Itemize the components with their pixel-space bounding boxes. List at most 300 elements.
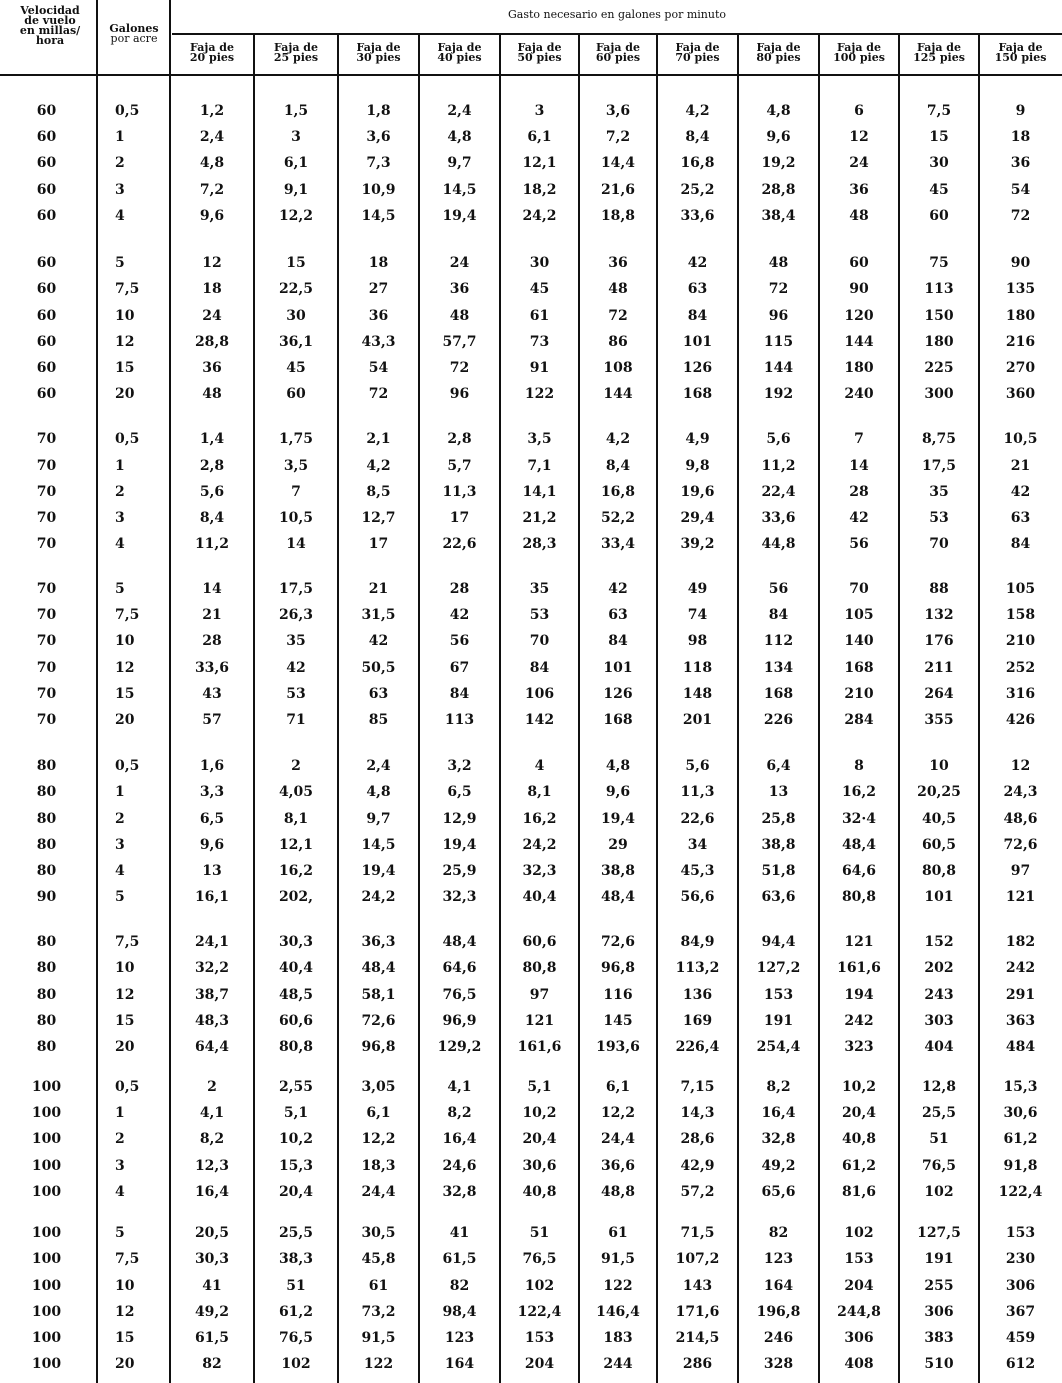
swath-header-line: 125 pies [913,51,965,64]
rate-cell: 230 [1005,1251,1036,1267]
speed-cell: 100 [31,1330,62,1346]
rate-cell: 171,6 [675,1304,720,1320]
speed-cell: 60 [36,182,57,198]
rate-cell: 35 [286,633,306,649]
rate-cell: 15 [929,129,949,145]
rate-cell: 91,5 [600,1251,636,1267]
rate-cell: 76,5 [522,1251,557,1267]
gallons-cell: 3 [115,182,125,198]
gallons-cell: 7,5 [115,281,140,297]
rate-cell: 48,4 [600,889,636,905]
rate-cell: 120 [844,308,874,324]
rate-cell: 112 [763,633,794,649]
rate-cell: 84 [529,660,550,676]
speed-header-line: Velocidad [20,4,80,17]
speed-cell: 70 [36,484,57,500]
rate-cell: 42 [849,510,869,526]
gallons-cell: 5 [115,889,125,905]
rate-cell: 126 [603,686,633,702]
rate-cell: 16,4 [194,1184,230,1200]
rate-cell: 71 [286,712,306,728]
rate-cell: 1,6 [199,758,225,774]
gallons-cell: 12 [115,660,135,676]
speed-cell: 100 [31,1278,62,1294]
rate-cell: 72,6 [361,1013,396,1029]
rate-cell: 33,4 [600,536,636,552]
rate-cell: 113 [444,712,475,728]
rate-cell: 9,7 [366,811,391,827]
rate-cell: 38,8 [761,837,796,853]
gallons-cell: 1 [115,129,125,145]
rate-cell: 82 [202,1356,222,1372]
rate-cell: 43 [202,686,222,702]
gallons-cell: 12 [115,1304,135,1320]
rate-cell: 196,8 [756,1304,801,1320]
rate-cell: 24,6 [442,1158,477,1174]
rate-cell: 7,15 [680,1079,715,1095]
rate-cell: 48 [449,308,470,324]
rate-cell: 45,3 [680,863,715,879]
rate-cell: 43,3 [361,334,396,350]
rate-cell: 1,8 [366,103,391,119]
rate-cell: 21,6 [600,182,636,198]
rate-cell: 4,1 [199,1105,225,1121]
rate-cell: 40,8 [841,1131,877,1147]
rate-cell: 244 [603,1356,633,1372]
rate-cell: 102 [524,1278,555,1294]
rate-cell: 16,8 [680,155,715,171]
rate-cell: 2,4 [199,129,225,145]
rate-cell: 8,1 [527,784,552,800]
speed-cell: 100 [31,1356,62,1372]
rate-cell: 4,1 [447,1079,472,1095]
rate-cell: 25,5 [921,1105,957,1121]
gallons-cell: 0,5 [115,431,140,447]
rate-cell: 20,5 [194,1225,230,1241]
swath-header-line: Faja de [756,41,801,54]
gallons-cell: 15 [115,360,135,376]
column-rule [898,33,900,1383]
rate-cell: 48,4 [442,934,477,950]
rate-cell: 16,2 [841,784,877,800]
rate-cell: 191 [763,1013,794,1029]
rate-cell: 11,2 [194,536,230,552]
swath-header-line: Faja de [437,41,482,54]
rate-cell: 7 [854,431,864,447]
rate-cell: 127,2 [756,960,801,976]
rate-cell: 14 [849,458,869,474]
rate-cell: 56 [449,633,470,649]
rate-cell: 35 [529,581,550,597]
rate-cell: 10,2 [841,1079,877,1095]
swath-header-line: Faja de [190,41,234,54]
speed-cell: 60 [36,208,57,224]
rate-cell: 73,2 [361,1304,396,1320]
rate-cell: 144 [844,334,874,350]
rate-cell: 44,8 [761,536,796,552]
gallons-cell: 3 [115,1158,125,1174]
rate-cell: 14,4 [600,155,636,171]
rate-cell: 24 [449,255,470,271]
rate-cell: 38,4 [761,208,796,224]
rate-cell: 53 [929,510,949,526]
rate-cell: 40,5 [921,811,957,827]
rate-cell: 30 [929,155,949,171]
rate-cell: 84,9 [680,934,715,950]
rate-cell: 360 [1005,386,1036,402]
swath-header [819,43,899,63]
rate-cell: 36 [449,281,470,297]
rate-cell: 459 [1005,1330,1036,1346]
gallons-header-line: Galones [109,22,159,35]
speed-cell: 60 [36,129,57,145]
rate-cell: 30 [529,255,550,271]
rate-cell: 84 [1010,536,1031,552]
rate-cell: 88 [929,581,949,597]
speed-cell: 70 [36,510,57,526]
rate-cell: 56,6 [680,889,715,905]
rate-cell: 153 [524,1330,555,1346]
gallons-cell: 4 [115,863,125,879]
rate-cell: 48 [768,255,789,271]
rate-cell: 12,8 [921,1079,957,1095]
rate-cell: 210 [1005,633,1036,649]
rate-cell: 153 [763,987,794,1003]
rate-cell: 28 [202,633,222,649]
gallons-cell: 10 [115,308,135,324]
rate-cell: 2 [291,758,301,774]
rate-cell: 64,4 [194,1039,230,1055]
rate-cell: 4,8 [366,784,391,800]
rate-cell: 180 [924,334,954,350]
rate-cell: 6,1 [366,1105,391,1121]
rate-cell: 323 [844,1039,874,1055]
swath-header [738,43,819,63]
rate-cell: 115 [763,334,794,350]
rate-cell: 26,3 [278,607,314,623]
rate-cell: 6,5 [199,811,225,827]
rate-cell: 2,4 [366,758,391,774]
rate-cell: 18,2 [522,182,557,198]
rate-cell: 12,9 [442,811,477,827]
rate-cell: 107,2 [675,1251,720,1267]
rate-cell: 96,8 [600,960,636,976]
rate-cell: 28,6 [680,1131,715,1147]
rate-cell: 2,4 [447,103,472,119]
column-rule [253,33,255,1383]
rate-cell: 164 [444,1356,475,1372]
rate-cell: 97 [1010,863,1031,879]
rate-cell: 91 [529,360,550,376]
rate-cell: 42 [286,660,306,676]
rate-cell: 8,75 [921,431,957,447]
gallons-cell: 3 [115,510,125,526]
rate-cell: 22,4 [761,484,796,500]
rate-cell: 30 [286,308,306,324]
rate-cell: 15,3 [278,1158,314,1174]
speed-cell: 70 [36,536,57,552]
rate-cell: 56 [849,536,869,552]
rate-cell: 226,4 [675,1039,720,1055]
speed-cell: 60 [36,155,57,171]
swath-header [500,43,579,63]
rate-cell: 6,5 [447,784,472,800]
rate-cell: 61,5 [194,1330,230,1346]
swath-header [254,43,338,63]
header-rule [172,33,1062,35]
rate-cell: 63 [368,686,389,702]
rate-cell: 40,4 [522,889,557,905]
rate-cell: 126 [682,360,713,376]
rate-cell: 8,4 [685,129,710,145]
rate-cell: 4,2 [366,458,391,474]
rate-cell: 6 [854,103,864,119]
rate-cell: 2,1 [366,431,391,447]
rate-cell: 9,6 [766,129,791,145]
rate-cell: 243 [924,987,954,1003]
gallons-cell: 10 [115,633,135,649]
rate-cell: 24 [202,308,222,324]
rate-cell: 18 [368,255,389,271]
rate-cell: 18 [202,281,222,297]
rate-cell: 13 [202,863,222,879]
rate-cell: 144 [763,360,794,376]
speed-cell: 60 [36,386,57,402]
rate-cell: 108 [603,360,633,376]
rate-cell: 4 [534,758,545,774]
speed-cell: 70 [36,581,57,597]
rate-cell: 81,6 [841,1184,877,1200]
rate-cell: 19,4 [442,208,477,224]
rate-cell: 180 [844,360,874,376]
rate-cell: 148 [682,686,713,702]
rate-cell: 41 [449,1225,470,1241]
rate-cell: 21 [368,581,389,597]
rate-cell: 36,6 [600,1158,636,1174]
rate-cell: 2,8 [199,458,225,474]
rate-cell: 48 [849,208,869,224]
rate-cell: 408 [844,1356,874,1372]
swath-header-line: 40 pies [437,51,482,64]
gallons-cell: 15 [115,1013,135,1029]
rate-cell: 142 [524,712,555,728]
gallons-cell: 12 [115,334,135,350]
rate-cell: 36 [368,308,389,324]
rate-cell: 36,1 [278,334,314,350]
rate-cell: 80,8 [278,1039,314,1055]
rate-cell: 24,3 [1003,784,1038,800]
rate-cell: 143 [682,1278,713,1294]
rate-cell: 193,6 [596,1039,640,1055]
rate-cell: 33,6 [761,510,796,526]
rate-cell: 39,2 [680,536,715,552]
rate-cell: 19,2 [761,155,796,171]
rate-cell: 54 [1010,182,1031,198]
rate-cell: 42 [368,633,389,649]
rate-cell: 24,2 [522,837,557,853]
rate-cell: 21 [1010,458,1031,474]
gallons-cell: 10 [115,960,135,976]
rate-cell: 56 [768,581,789,597]
rate-cell: 136 [682,987,713,1003]
rate-cell: 14,5 [361,208,396,224]
rate-cell: 91,5 [361,1330,396,1346]
rate-cell: 40,4 [278,960,314,976]
swath-header-line: 60 pies [595,51,641,64]
rate-cell: 122 [524,386,555,402]
rate-cell: 64,6 [442,960,477,976]
rate-cell: 3,3 [199,784,225,800]
column-rule [499,33,501,1383]
rate-cell: 21 [202,607,222,623]
swath-header-line: 150 pies [994,51,1047,64]
gallons-cell: 2 [115,484,125,500]
rate-cell: 7,1 [527,458,552,474]
rate-cell: 102 [844,1225,874,1241]
speed-cell: 80 [36,1039,57,1055]
rate-cell: 38,8 [600,863,636,879]
rate-cell: 246 [763,1330,794,1346]
rate-cell: 10,5 [278,510,314,526]
rate-cell: 28,3 [522,536,557,552]
rate-cell: 20,4 [278,1184,314,1200]
rate-cell: 113,2 [675,960,720,976]
rate-cell: 16,2 [522,811,557,827]
speed-cell: 100 [31,1304,62,1320]
rate-cell: 1,2 [199,103,225,119]
gallons-cell: 12 [115,987,135,1003]
rate-cell: 12,1 [522,155,557,171]
swath-header-line: 50 pies [517,51,562,64]
rate-cell: 18,3 [361,1158,396,1174]
rate-cell: 25,5 [278,1225,314,1241]
rate-cell: 57,7 [442,334,477,350]
rate-cell: 9,6 [199,837,225,853]
rate-cell: 61 [608,1225,628,1241]
rate-cell: 86 [608,334,628,350]
header-rule [0,74,1062,76]
rate-cell: 255 [924,1278,954,1294]
rate-cell: 484 [1005,1039,1036,1055]
rate-cell: 22,6 [442,536,477,552]
speed-cell: 80 [36,1013,57,1029]
speed-cell: 70 [36,607,57,623]
gallons-header-line: por acre [110,32,158,45]
gallons-cell: 1 [115,784,125,800]
rate-cell: 8,5 [366,484,391,500]
rate-cell: 4,8 [766,103,791,119]
rate-cell: 306 [844,1330,874,1346]
speed-cell: 100 [31,1131,62,1147]
rate-cell: 28 [449,581,470,597]
rate-cell: 12 [849,129,869,145]
rate-cell: 134 [763,660,794,676]
rate-cell: 10,5 [1003,431,1038,447]
rate-cell: 5,1 [283,1105,309,1121]
rate-cell: 5,7 [447,458,472,474]
rate-cell: 2 [207,1079,217,1095]
rate-cell: 19,4 [600,811,636,827]
rate-cell: 51,8 [761,863,796,879]
speed-cell: 80 [36,863,57,879]
speed-cell: 80 [36,784,57,800]
swath-header [979,43,1062,63]
swath-header [170,43,254,63]
rate-cell: 101 [924,889,954,905]
rate-cell: 41 [202,1278,222,1294]
rate-cell: 3,5 [283,458,309,474]
swath-header-line: Faja de [274,41,318,54]
rate-cell: 144 [603,386,633,402]
speed-cell: 70 [36,633,57,649]
rate-cell: 12,2 [278,208,314,224]
rate-cell: 30,5 [361,1225,396,1241]
rate-cell: 60 [929,208,949,224]
rate-cell: 1,4 [199,431,225,447]
rate-cell: 84 [768,607,789,623]
column-rule [578,33,580,1383]
gallons-cell: 7,5 [115,934,140,950]
rate-cell: 30,3 [278,934,314,950]
column-rule [337,33,339,1383]
gallons-cell: 20 [115,386,135,402]
rate-cell: 192 [763,386,794,402]
rate-cell: 140 [844,633,874,649]
rate-cell: 22,5 [278,281,314,297]
column-rule [418,33,420,1383]
rate-cell: 8,2 [199,1131,225,1147]
swath-header-line: 70 pies [675,51,720,64]
rate-cell: 168 [603,712,633,728]
rate-cell: 20,4 [841,1105,877,1121]
rate-cell: 45 [529,281,550,297]
rate-cell: 28 [849,484,869,500]
rate-cell: 8,2 [447,1105,472,1121]
rate-cell: 202 [924,960,954,976]
rate-cell: 4,05 [278,784,314,800]
gallons-cell: 7,5 [115,607,140,623]
speed-cell: 70 [36,458,57,474]
rate-cell: 300 [924,386,954,402]
rate-cell: 32,3 [522,863,557,879]
rate-cell: 202, [278,889,314,905]
rate-cell: 48,4 [361,960,396,976]
rate-cell: 612 [1005,1356,1036,1372]
rate-cell: 51 [286,1278,306,1294]
column-rule [818,33,820,1383]
gallons-cell: 20 [115,1039,135,1055]
rate-cell: 286 [682,1356,713,1372]
rate-cell: 4,2 [685,103,710,119]
rate-cell: 3,2 [447,758,472,774]
rate-cell: 4,8 [447,129,472,145]
swath-header [338,43,419,63]
swath-header-line: Faja de [356,41,401,54]
rate-cell: 4,8 [605,758,631,774]
rate-cell: 42 [1010,484,1031,500]
swath-header [419,43,500,63]
rate-cell: 74 [687,607,708,623]
rate-cell: 5,6 [685,758,710,774]
rate-cell: 264 [924,686,954,702]
rate-cell: 19,6 [680,484,715,500]
rate-cell: 123 [763,1251,794,1267]
rate-cell: 183 [603,1330,633,1346]
rate-cell: 12,7 [361,510,396,526]
rate-cell: 242 [844,1013,874,1029]
rate-cell: 67 [449,660,470,676]
rate-cell: 135 [1005,281,1036,297]
